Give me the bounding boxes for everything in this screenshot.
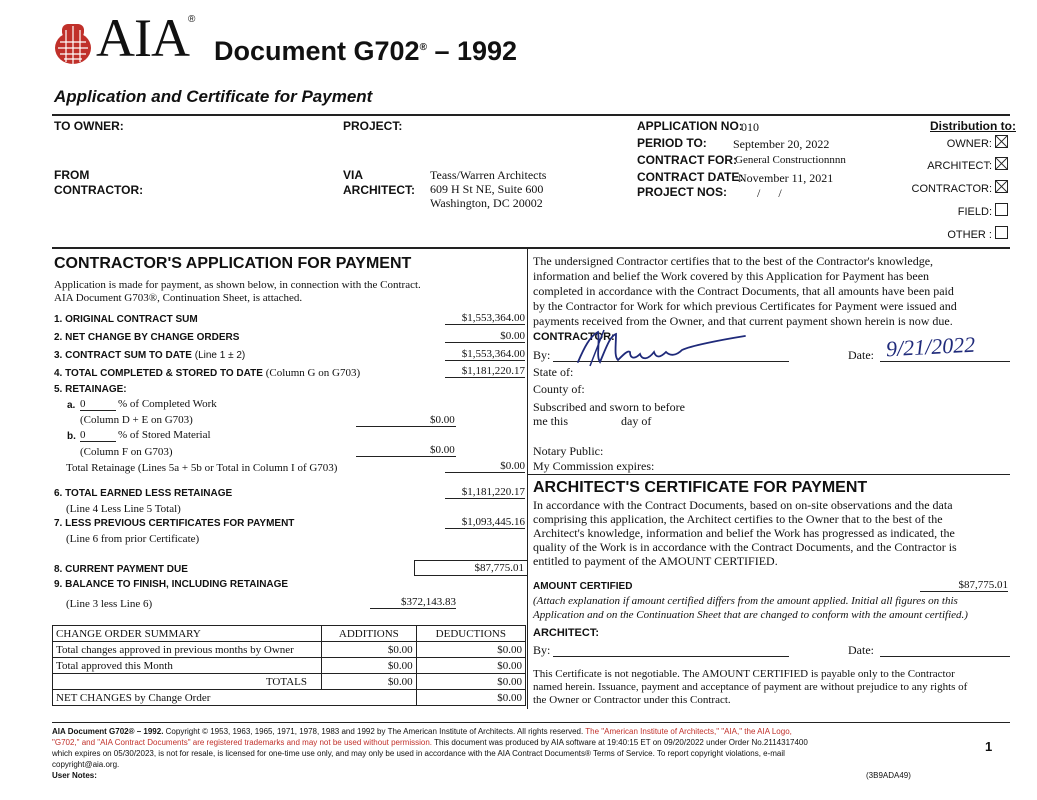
line-6-sub: (Line 4 Less Line 5 Total) (66, 503, 181, 515)
line-8-value: $87,775.01 (414, 560, 528, 576)
architect-by-label: By: (533, 643, 551, 657)
application-no: 010 (741, 120, 759, 134)
handwritten-date: 9/21/2022 (885, 331, 976, 362)
arch-text-2: comprising this application, the Architect certifies to the Owner that to the best of the (533, 512, 943, 526)
line-1-label: 1. ORIGINAL CONTRACT SUM (54, 314, 198, 325)
co-net-value: $0.00 (416, 690, 525, 706)
document-code: (3B9ADA49) (866, 771, 911, 780)
cert-contractor-label: CONTRACTOR: (533, 331, 615, 343)
line-1-value: $1,553,364.00 (445, 312, 525, 325)
contractor-checkbox-checked-icon[interactable] (995, 180, 1008, 193)
period-value: September 20, 2022 (733, 137, 830, 151)
contractor-signature-icon (570, 326, 760, 370)
table-row (53, 642, 526, 658)
line-8-label: 8. CURRENT PAYMENT DUE (54, 564, 188, 575)
cert-date-label: Date: (848, 348, 874, 362)
architect-section-divider (527, 474, 1010, 475)
contract-for-label: CONTRACT FOR: (637, 153, 737, 167)
period-label: PERIOD TO: (637, 136, 707, 150)
footer-line-1: AIA Document G702® – 1992. Copyright © 1953, 1963, 1965, 1971, 1978, 1983 and 1992 by The American Institute of Architects. All rights reserved. The "American Institute of Architects," "AIA," the AIA Logo, (52, 727, 792, 736)
column-divider (527, 249, 528, 709)
co-row-label: Total changes approved in previous months by Owner (53, 642, 322, 658)
line-5-total-value: $0.00 (445, 460, 525, 473)
to-owner-label: TO OWNER: (54, 119, 124, 133)
change-order-summary-table (52, 625, 526, 706)
dist-field[interactable]: FIELD: (958, 203, 1008, 218)
co-row-label: Total approved this Month (53, 658, 322, 674)
footer-line-3: which expires on 05/30/2023, is not for resale, is licensed for one-time use only, and may only be used in accordance with the AIA Contract Documents® Terms of Service. To report copyright violations, e-mail (52, 749, 785, 758)
architect-address-2: Washington, DC 20002 (430, 196, 543, 210)
aia-brand: AIA (96, 8, 189, 68)
project-label: PROJECT: (343, 119, 403, 133)
arch-text-1: In accordance with the Contract Documents, based on on-site observations and the data (533, 498, 953, 512)
table-row (53, 658, 526, 674)
header-divider (52, 114, 1010, 116)
line-4-label: 4. TOTAL COMPLETED & STORED TO DATE (Column G on G703) (54, 367, 361, 379)
line-2-label: 2. NET CHANGE BY CHANGE ORDERS (54, 332, 240, 343)
arch-text-5: entitled to payment of the AMOUNT CERTIFIED. (533, 554, 778, 568)
arch-text-3: Architect's knowledge, information and belief the Work has progressed as indicated, the (533, 526, 955, 540)
attach-note-2: Application and on the Continuation Sheet that are changed to conform with the amount certified.) (533, 609, 968, 621)
table-row (53, 674, 526, 690)
line-5b-text: % of Stored Material (118, 429, 211, 441)
contract-date-label: CONTRACT DATE: (637, 170, 744, 184)
dist-other[interactable]: OTHER : (947, 226, 1008, 241)
field-checkbox-icon[interactable] (995, 203, 1008, 216)
footer-email-link[interactable]: copyright@aia.org. (52, 760, 120, 769)
user-notes-label: User Notes: (52, 771, 97, 780)
co-net-label: NET CHANGES by Change Order (53, 690, 417, 706)
amount-certified-label: AMOUNT CERTIFIED (533, 581, 633, 592)
line-5a-sub: (Column D + E on G703) (80, 414, 193, 426)
cert-text-2: information and belief the Work covered by this Application for Payment has been (533, 269, 930, 283)
table-row (53, 690, 526, 706)
via-label: VIA (343, 168, 364, 182)
co-row-additions: $0.00 (322, 674, 417, 690)
footer-divider (52, 722, 1010, 723)
amount-certified-value: $87,775.01 (920, 579, 1008, 592)
owner-checkbox-checked-icon[interactable] (995, 135, 1008, 148)
dist-contractor[interactable]: CONTRACTOR: (912, 180, 1008, 195)
cert-text-5: payments received from the Owner, and that current payment shown herein is now due. (533, 314, 953, 328)
line-5b-letter: b. (67, 431, 76, 442)
line-5a-text: % of Completed Work (118, 398, 217, 410)
co-row-deductions: $0.00 (416, 658, 525, 674)
line-5a-value: $0.00 (356, 414, 456, 427)
distribution-title: Distribution to: (930, 119, 1016, 133)
page-number: 1 (985, 739, 993, 754)
co-deductions-header: DEDUCTIONS (416, 626, 525, 642)
architect-address-1: 609 H St NE, Suite 600 (430, 182, 544, 196)
commission-label: My Commission expires: (533, 459, 655, 473)
document-title: Document G702® – 1992 (214, 36, 518, 66)
application-intro-2: AIA Document G703®, Continuation Sheet, is attached. (54, 292, 303, 304)
cert-text-3: completed in accordance with the Contract Documents, that all amounts have been paid (533, 284, 954, 298)
section-divider (52, 247, 1010, 249)
document-subtitle: Application and Certificate for Payment (54, 87, 373, 106)
county-label: County of: (533, 382, 585, 396)
line-5a-letter: a. (67, 400, 76, 411)
contractor-label: CONTRACTOR: (54, 183, 144, 197)
line-7-label: 7. LESS PREVIOUS CERTIFICATES FOR PAYMENT (54, 518, 295, 529)
line-5-total-label: Total Retainage (Lines 5a + 5b or Total in Column I of G703) (66, 462, 338, 474)
notice-1: This Certificate is not negotiable. The AMOUNT CERTIFIED is payable only to the Contractor (533, 668, 955, 680)
cert-text-4: by the Contractor for Work for which previous Certificates for Payment were issued and (533, 299, 957, 313)
co-row-label: TOTALS (53, 674, 322, 690)
from-label: FROM (54, 168, 90, 182)
line-6-label: 6. TOTAL EARNED LESS RETAINAGE (54, 488, 233, 499)
cert-text-1: The undersigned Contractor certifies that to the best of the Contractor's knowledge, (533, 254, 934, 268)
contract-for-value: General Constructionnnn (735, 154, 846, 166)
application-no-label: APPLICATION NO: (637, 119, 743, 133)
line-6-value: $1,181,220.17 (445, 486, 525, 499)
aia-eagle-logo-icon (52, 18, 94, 66)
registered-mark: ® (188, 14, 196, 25)
line-2-value: $0.00 (445, 330, 525, 343)
line-9-sub: (Line 3 less Line 6) (66, 598, 153, 610)
line-5-label: 5. RETAINAGE: (54, 384, 127, 395)
line-5a-percent[interactable]: 0 (80, 398, 116, 411)
project-nos-label: PROJECT NOS: (637, 185, 728, 199)
line-7-value: $1,093,445.16 (445, 516, 525, 529)
co-row-additions: $0.00 (322, 658, 417, 674)
notice-2: named herein. Issuance, payment and acceptance of payment are without prejudice to any rights of (533, 681, 968, 693)
attach-note-1: (Attach explanation if amount certified differs from the amount applied. Initial all figures on this (533, 595, 958, 607)
application-title: CONTRACTOR'S APPLICATION FOR PAYMENT (54, 255, 412, 272)
architect-name: Teass/Warren Architects (430, 168, 547, 182)
contract-date-value: November 11, 2021 (738, 171, 834, 185)
project-nos-value: / / (757, 186, 782, 200)
application-intro-1: Application is made for payment, as shown below, in connection with the Contract. (54, 279, 421, 291)
other-checkbox-icon[interactable] (995, 226, 1008, 239)
architect-cert-title: ARCHITECT'S CERTIFICATE FOR PAYMENT (533, 479, 868, 496)
line-3-label: 3. CONTRACT SUM TO DATE (Line 1 ± 2) (54, 350, 246, 361)
arch-text-4: quality of the Work is in accordance with the Contract Documents, and the Contractor is (533, 540, 957, 554)
co-row-additions: $0.00 (322, 642, 417, 658)
dist-architect[interactable]: ARCHITECT: (927, 157, 1008, 172)
line-9-label: 9. BALANCE TO FINISH, INCLUDING RETAINAGE (54, 579, 289, 590)
day-of-text: day of (621, 414, 652, 428)
notice-3: the Owner or Contractor under this Contract. (533, 694, 731, 706)
co-row-deductions: $0.00 (416, 674, 525, 690)
co-row-deductions: $0.00 (416, 642, 525, 658)
co-additions-header: ADDITIONS (322, 626, 417, 642)
architect-signature-line (553, 656, 789, 657)
cert-by-label: By: (533, 348, 551, 362)
line-9-value: $372,143.83 (370, 596, 456, 609)
architect-date-line (880, 656, 1010, 657)
notary-label: Notary Public: (533, 444, 604, 458)
subscribed-text: Subscribed and sworn to before (533, 400, 685, 414)
state-label: State of: (533, 365, 574, 379)
via-architect-label: ARCHITECT: (343, 183, 415, 197)
line-4-value: $1,181,220.17 (445, 365, 525, 378)
footer-line-2: "G702," and "AIA Contract Documents" are registered trademarks and may not be used without permission. This document was produced by AIA software at 19:40:15 ET on 09/20/2022 under Order No.2114317400 (52, 738, 808, 747)
line-3-value: $1,553,364.00 (445, 348, 525, 361)
line-5b-sub: (Column F on G703) (80, 446, 173, 458)
co-title: CHANGE ORDER SUMMARY (53, 626, 322, 642)
line-5b-percent[interactable]: 0 (80, 429, 116, 442)
architect-label: ARCHITECT: (533, 627, 599, 639)
dist-owner[interactable]: OWNER: (947, 135, 1008, 150)
line-5b-value: $0.00 (356, 444, 456, 457)
architect-date-label: Date: (848, 643, 874, 657)
me-this-text: me this (533, 414, 568, 428)
line-7-sub: (Line 6 from prior Certificate) (66, 533, 200, 545)
architect-checkbox-checked-icon[interactable] (995, 157, 1008, 170)
